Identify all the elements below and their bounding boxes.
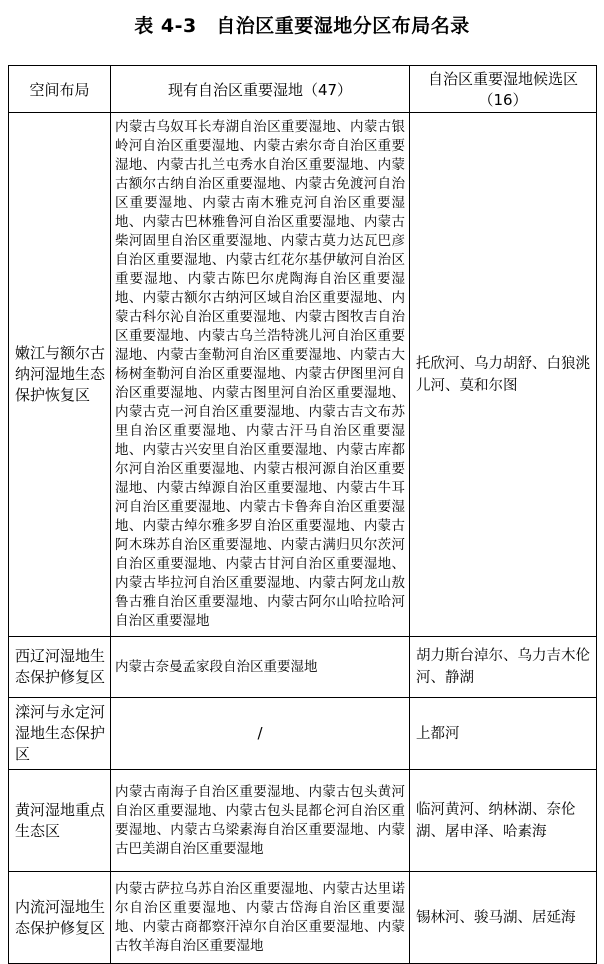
zone-cell: 滦河与永定河湿地生态保护区: [9, 698, 111, 770]
candidate-wetlands-cell: 上都河: [410, 698, 597, 770]
header-cell-candidate: 自治区重要湿地候选区（16）: [410, 66, 597, 113]
candidate-wetlands-cell: 胡力斯台淖尔、乌力吉木伦河、静湖: [410, 637, 597, 698]
table-row: [9, 698, 597, 770]
zone-cell: 嫩江与额尔古纳河湿地生态保护恢复区: [9, 113, 111, 637]
existing-wetlands-cell: 内蒙古奈曼孟家段自治区重要湿地: [111, 637, 410, 698]
table-row: [9, 872, 597, 964]
zone-cell: 黄河湿地重点生态区: [9, 770, 111, 872]
candidate-wetlands-cell: 锡林河、骏马湖、居延海: [410, 872, 597, 964]
header-row: [9, 66, 597, 113]
table-row: [9, 113, 597, 637]
zone-cell: 西辽河湿地生态保护修复区: [9, 637, 111, 698]
existing-wetlands-cell: /: [111, 698, 410, 770]
existing-wetlands-cell: 内蒙古乌奴耳长寿湖自治区重要湿地、内蒙古银岭河自治区重要湿地、内蒙古索尔奇自治区重要湿地、内蒙古扎兰屯秀水自治区重要湿地、内蒙古额尔古纳自治区重要湿地、内蒙古免渡河自治区重要湿地、内蒙古南木雅克河自治区重要湿地、内蒙古巴林雅鲁河自治区重要湿地、内蒙古柴河固里自治区重要湿地、内蒙古莫力达瓦巴彦自治区重要湿地、内蒙古红花尔基伊敏河自治区重要湿地、内蒙古陈巴尔虎陶海自治区重要湿地、内蒙古额尔古纳河区域自治区重要湿地、内蒙古科尔沁自治区重要湿地、内蒙古图牧吉自治区重要湿地、内蒙古乌兰浩特洮儿河自治区重要湿地、内蒙古奎勒河自治区重要湿地、内蒙古大杨树奎勒河自治区重要湿地、内蒙古伊图里河自治区重要湿地、内蒙古图里河自治区重要湿地、内蒙古克一河自治区重要湿地、内蒙古吉文布苏里自治区重要湿地、内蒙古汗马自治区重要湿地、内蒙古兴安里自治区重要湿地、内蒙古库都尔河自治区重要湿地、内蒙古根河源自治区重要湿地、内蒙古绰源自治区重要湿地、内蒙古牛耳河自治区重要湿地、内蒙古卡鲁奔自治区重要湿地、内蒙古绰尔雅多罗自治区重要湿地、内蒙古阿木珠苏自治区重要湿地、内蒙古满归贝尔茨河自治区重要湿地、内蒙古甘河自治区重要湿地、内蒙古毕拉河自治区重要湿地、内蒙古阿龙山敖鲁古雅自治区重要湿地、内蒙古阿尔山哈拉哈河自治区重要湿地: [111, 113, 410, 637]
table-title: 表 4-3 自治区重要湿地分区布局名录: [134, 15, 470, 37]
candidate-wetlands-cell: 临河黄河、纳林湖、奈伦湖、屠申泽、哈素海: [410, 770, 597, 872]
existing-wetlands-cell: 内蒙古萨拉乌苏自治区重要湿地、内蒙古达里诺尔自治区重要湿地、内蒙古岱海自治区重要湿地、内蒙古商都察汗淖尔自治区重要湿地、内蒙古牧羊海自治区重要湿地: [111, 872, 410, 964]
zone-cell: 内流河湿地生态保护修复区: [9, 872, 111, 964]
wetland-zoning-table: [8, 65, 597, 964]
header-cell-existing: 现有自治区重要湿地（47）: [111, 66, 410, 113]
existing-wetlands-cell: 内蒙古南海子自治区重要湿地、内蒙古包头黄河自治区重要湿地、内蒙古包头昆都仑河自治区重要湿地、内蒙古乌梁素海自治区重要湿地、内蒙古巴美湖自治区重要湿地: [111, 770, 410, 872]
table-row: [9, 770, 597, 872]
table-row: [9, 637, 597, 698]
candidate-wetlands-cell: 托欣河、乌力胡舒、白狼洮儿河、莫和尔图: [410, 113, 597, 637]
header-cell-zone: 空间布局: [9, 66, 111, 113]
